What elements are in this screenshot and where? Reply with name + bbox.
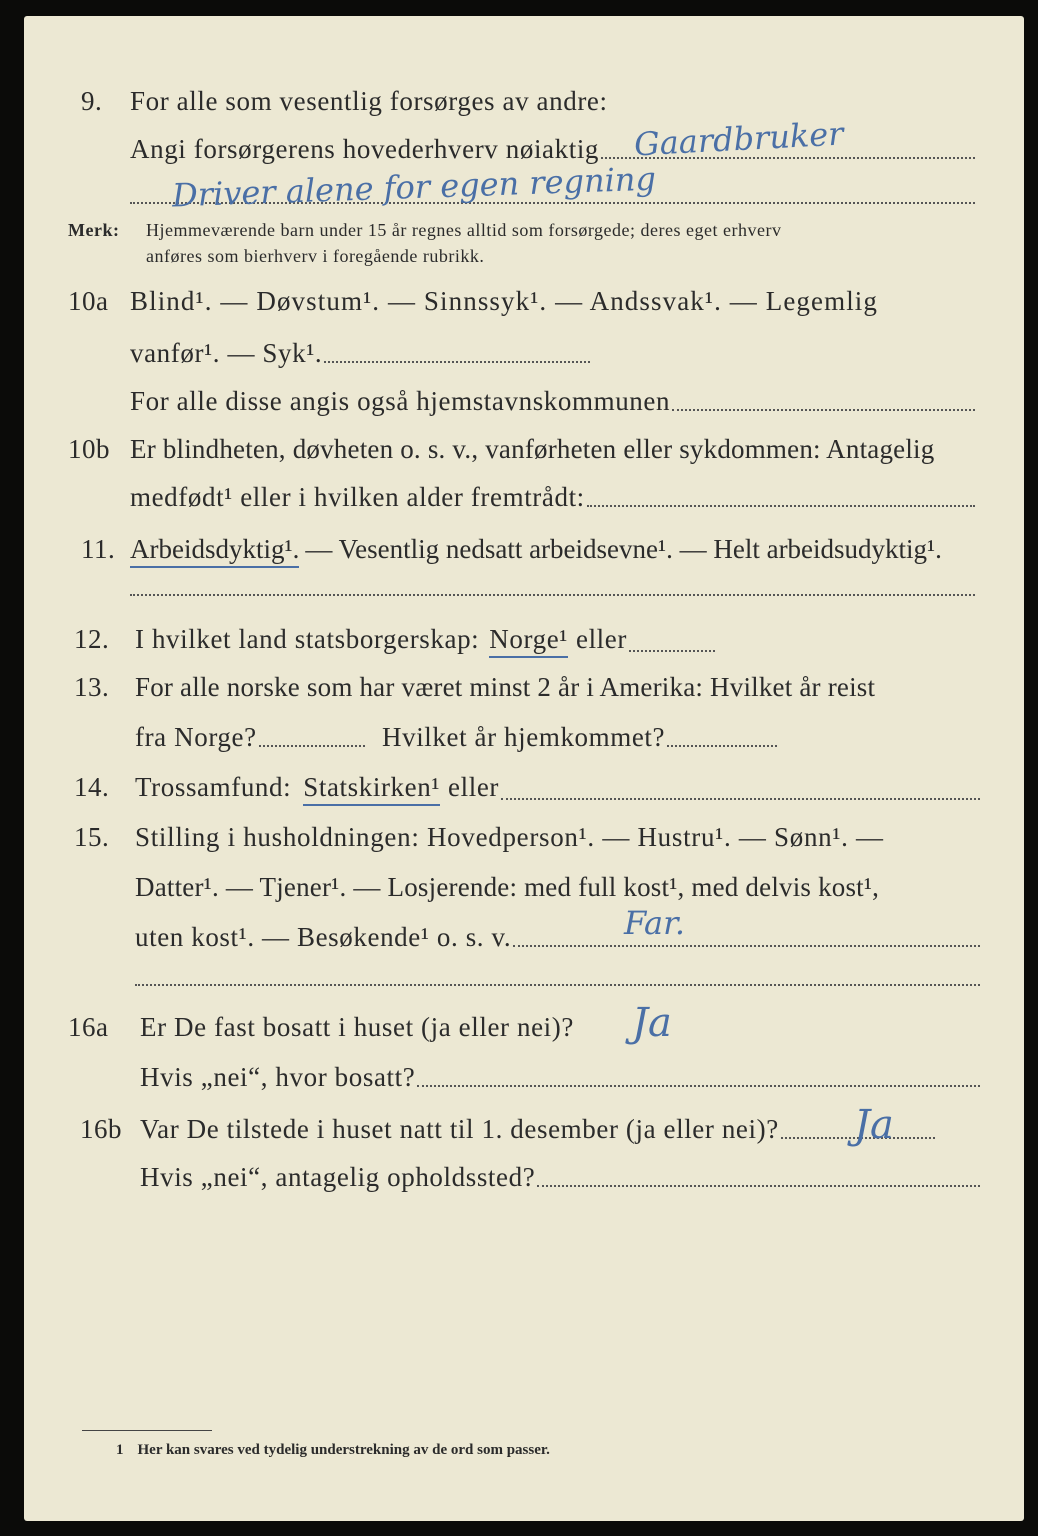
q9-handwritten-answer: Gaardbruker bbox=[633, 114, 845, 164]
q11-selected-option[interactable]: Arbeidsdyktig¹. bbox=[130, 534, 299, 568]
merk-text-2: anføres som bierhverv i foregående rubrikk. bbox=[146, 246, 485, 266]
q13-text-2b: Hvilket år hjemkommet? bbox=[382, 722, 666, 752]
q15-text-1: Stilling i husholdningen: Hovedperson¹. — Hustru¹. — Sønn¹. — bbox=[135, 822, 884, 852]
q14-number: 14. bbox=[74, 772, 110, 802]
q15-text-3: uten kost¹. — Besøkende¹ o. s. v. bbox=[135, 922, 512, 952]
q14-answer-line[interactable] bbox=[501, 798, 980, 800]
q16b-number: 16b bbox=[80, 1114, 122, 1144]
q10b-line1 bbox=[130, 434, 934, 465]
q13-line1 bbox=[135, 672, 875, 703]
q16b-text-1: Var De tilstede i huset natt til 1. desember (ja eller nei)? bbox=[140, 1114, 779, 1144]
q12-eller: eller bbox=[575, 624, 627, 654]
q14-line bbox=[135, 772, 980, 806]
merk-note-line2 bbox=[146, 246, 484, 267]
q13-line2a bbox=[135, 722, 365, 753]
footnote-text: Her kan svares ved tydelig understrekning av de ord som passer. bbox=[137, 1442, 550, 1458]
q10a-line2 bbox=[130, 338, 590, 369]
merk-text-1: Hjemmeværende barn under 15 år regnes alltid som forsørgede; deres eget erhverv bbox=[146, 220, 782, 240]
q10b-text-2: medfødt¹ eller i hvilken alder fremtrådt: bbox=[130, 482, 585, 512]
footnote bbox=[116, 1442, 550, 1459]
q13-number: 13. bbox=[74, 672, 110, 702]
q10a-text-2: vanfør¹. — Syk¹. bbox=[130, 338, 323, 368]
q13-text-2a: fra Norge? bbox=[135, 722, 257, 752]
q9-line1 bbox=[130, 86, 608, 117]
q9-text-2: Angi forsørgerens hovederhverv nøiaktig bbox=[130, 134, 600, 164]
q11-number: 11. bbox=[81, 534, 116, 564]
q10b-text-1: Er blindheten, døvheten o. s. v., vanførheten eller sykdommen: Antagelig bbox=[130, 434, 935, 464]
q15-line3 bbox=[135, 922, 980, 953]
q15-handwritten-answer: Far. bbox=[624, 904, 686, 942]
q16b-line1 bbox=[140, 1114, 935, 1145]
q10a-line1 bbox=[130, 286, 878, 317]
q15-answer-line-2[interactable] bbox=[135, 984, 980, 986]
q9-number: 9. bbox=[81, 86, 103, 116]
q13-line2b bbox=[382, 722, 777, 753]
merk-note-line1 bbox=[68, 220, 781, 241]
q10a-line3 bbox=[130, 386, 975, 417]
q10a-answer-line[interactable] bbox=[324, 361, 590, 363]
q13-reist-answer-line[interactable] bbox=[259, 745, 365, 747]
q12-selected-option[interactable]: Norge¹ bbox=[489, 624, 568, 658]
q13-hjemkommet-answer-line[interactable] bbox=[667, 745, 777, 747]
q12-text: I hvilket land statsborgerskap: bbox=[135, 624, 480, 654]
q10a-text-3: For alle disse angis også hjemstavnskommunen bbox=[130, 386, 671, 416]
q14-text: Trossamfund: bbox=[135, 772, 292, 802]
q15-text-2: Datter¹. — Tjener¹. — Losjerende: med full kost¹, med delvis kost¹, bbox=[135, 872, 880, 902]
merk-label: Merk: bbox=[68, 220, 120, 240]
q15-answer-line[interactable] bbox=[513, 945, 980, 947]
q16a-line1 bbox=[140, 1012, 574, 1043]
q12-number: 12. bbox=[74, 624, 110, 654]
q10a-hjemstavn-line[interactable] bbox=[672, 409, 975, 411]
q16a-number: 16a bbox=[68, 1012, 109, 1042]
q16a-text-2: Hvis „nei“, hvor bosatt? bbox=[140, 1062, 416, 1092]
q10a-number: 10a bbox=[68, 286, 109, 316]
q14-eller: eller bbox=[448, 772, 499, 802]
q9-text-1: For alle som vesentlig forsørges av andre: bbox=[130, 86, 608, 116]
q13-text-1: For alle norske som har været minst 2 år i Amerika: Hvilket år reist bbox=[135, 672, 876, 702]
q16b-opholdssted-line[interactable] bbox=[537, 1185, 980, 1187]
q16b-line2 bbox=[140, 1162, 980, 1193]
q10b-line2 bbox=[130, 482, 975, 513]
footnote-mark: 1 bbox=[116, 1442, 124, 1458]
q15-line1 bbox=[135, 822, 884, 853]
q9-handwritten-answer-2: Driver alene for egen regning bbox=[171, 159, 657, 215]
q10a-text-1: Blind¹. — Døvstum¹. — Sinnssyk¹. — Andssvak¹. — Legemlig bbox=[130, 286, 879, 316]
footnote-rule bbox=[82, 1430, 212, 1431]
q10b-answer-line[interactable] bbox=[587, 505, 975, 507]
q16a-answer-line[interactable] bbox=[417, 1085, 980, 1087]
q14-selected-option[interactable]: Statskirken¹ bbox=[303, 772, 440, 806]
q15-line2 bbox=[135, 872, 879, 903]
q9-line2 bbox=[130, 134, 975, 165]
q16a-line2 bbox=[140, 1062, 980, 1093]
q15-number: 15. bbox=[74, 822, 110, 852]
q11-answer-line[interactable] bbox=[130, 594, 975, 596]
q16a-text-1: Er De fast bosatt i huset (ja eller nei)? bbox=[140, 1012, 574, 1042]
q11-line bbox=[130, 534, 942, 568]
census-form-page bbox=[24, 16, 1024, 1521]
q12-line bbox=[135, 624, 715, 658]
q12-answer-line[interactable] bbox=[629, 650, 715, 652]
q16a-handwritten-answer: Ja bbox=[632, 1000, 672, 1046]
q16b-text-2: Hvis „nei“, antagelig opholdssted? bbox=[140, 1162, 536, 1192]
q16b-handwritten-answer: Ja bbox=[854, 1102, 894, 1148]
q10b-number: 10b bbox=[68, 434, 110, 464]
q11-other-options: — Vesentlig nedsatt arbeidsevne¹. — Helt arbeidsudyktig¹. bbox=[305, 534, 942, 564]
